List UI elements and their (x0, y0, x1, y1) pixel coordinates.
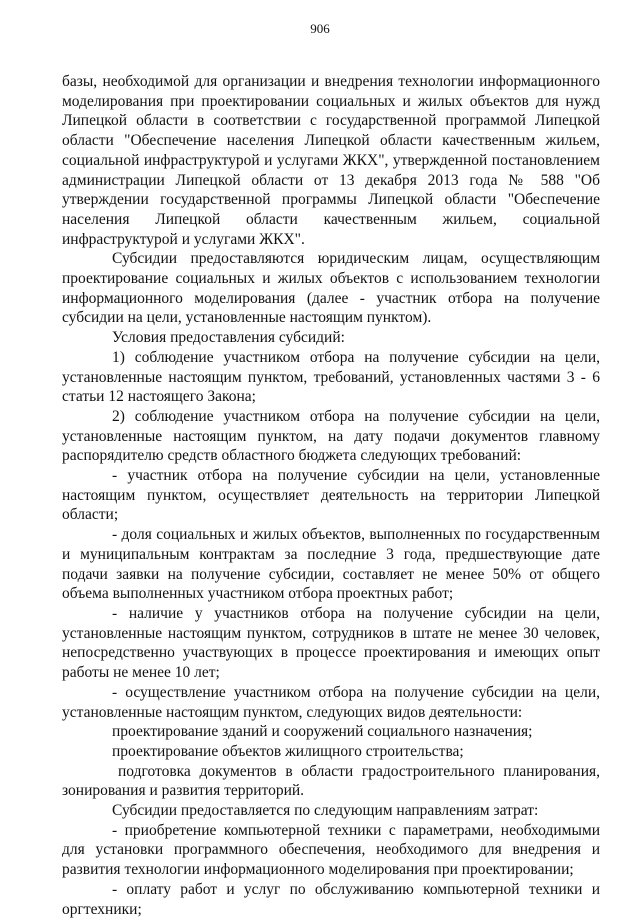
document-body (62, 72, 600, 919)
list-item: - наличие у участников отбора на получение субсидии на цели, установленные настоящим пунктом, сотрудников в штате не менее 30 человек, непосредственно участвующих в процессе проектирования и имеющих опыт работы не менее 10 лет; (62, 604, 600, 682)
list-item: - доля социальных и жилых объектов, выполненных по государственным и муниципальным контрактам за последние 3 года, предшествующие дате подачи заявки на получение субсидии, составляет не менее 50% от общего объема выполненных участником отбора проектных работ; (62, 526, 600, 603)
list-item: - оплату работ и услуг по обслуживанию компьютерной техники и оргтехники; (62, 880, 600, 918)
list-item: 2) соблюдение участником отбора на получение субсидии на цели, установленные настоящим пунктом, на дату подачи документов главному распорядителю средств областного бюджета следующих требований: (62, 407, 600, 465)
list-item: - приобретение компьютерной техники с параметрами, необходимыми для установки программного обеспечения, необходимого для внедрения и развития технологии информационного моделирования при проектировании; (62, 821, 600, 879)
list-item: 1) соблюдение участником отбора на получение субсидии на цели, установленные настоящим пунктом, требований, установленных частями 3 - 6 статьи 12 настоящего Закона; (62, 348, 600, 406)
paragraph: Субсидии предоставляются юридическим лицам, осуществляющим проектирование социальных и жилых объектов с использованием технологии информационного моделирования (далее - участник отбора на получение субсидии на цели, установленные настоящим пунктом). (62, 250, 600, 327)
list-item: проектирование объектов жилищного строительства; (112, 742, 464, 760)
paragraph: Условия предоставления субсидий: (112, 329, 345, 347)
list-item: - осуществление участником отбора на получение субсидии на цели, установленные настоящим пунктом, следующих видов деятельности: (62, 683, 600, 721)
list-item: - участник отбора на получение субсидии на цели, установленные настоящим пунктом, осуществляет деятельность на территории Липецкой области; (62, 467, 600, 524)
list-item: проектирование зданий и сооружений социального назначения; (112, 723, 533, 741)
page-number: 906 (310, 21, 330, 36)
paragraph: Субсидии предоставляется по следующим направлениям затрат: (112, 802, 539, 820)
paragraph: базы, необходимой для организации и внедрения технологии информационного моделирования при проектировании социальных и жилых объектов для нужд Липецкой области в соответствии с государственной программой Липецкой области "Обеспечение населения Липецкой области качественным жильем, социальной инфраструктурой и услугами ЖКХ", утвержденной постановлением администрации Липецкой области от 13 декабря 2013 года № 588 "Об утверждении государственной программы Липецкой области "Обеспечение населения Липецкой области качественным жильем, социальной инфраструктурой и услугами ЖКХ". (62, 73, 600, 248)
list-item: подготовка документов в области градостроительного планирования, зонирования и развития территорий. (62, 762, 600, 800)
